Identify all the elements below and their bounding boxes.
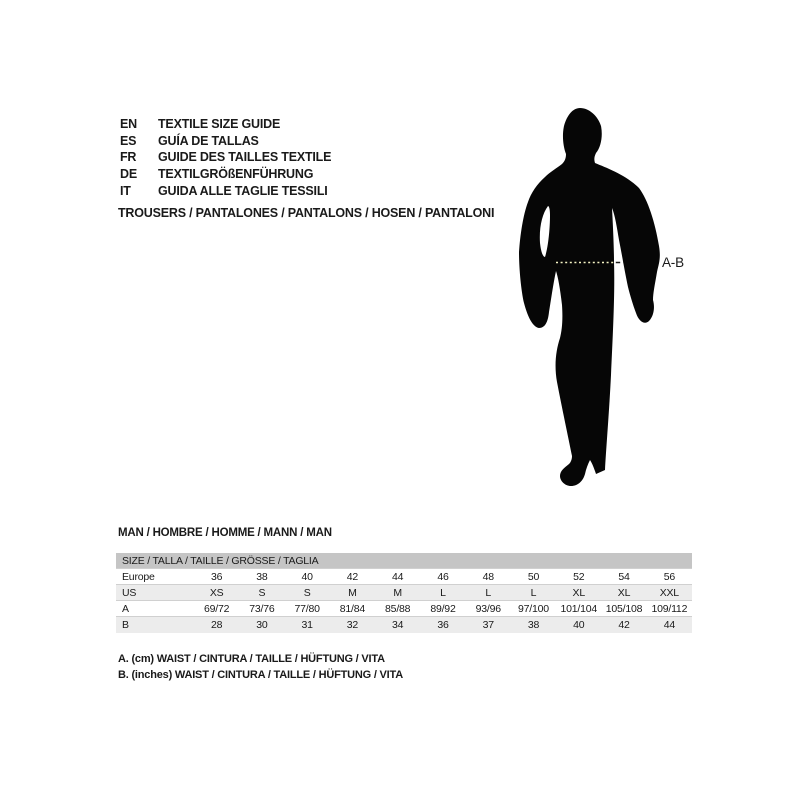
footnotes [118,652,403,684]
size-cell: 101/104 [560,602,598,615]
size-cell: 38 [527,618,540,631]
language-code: FR [120,150,137,165]
size-cell: XL [572,586,585,599]
size-cell: 34 [392,618,404,631]
language-label: TEXTILE SIZE GUIDE [158,117,281,131]
footnote-line: A. (cm) WAIST / CINTURA / TAILLE / HÜFTUNG / VITA [118,653,385,665]
size-cell: 97/100 [518,602,549,615]
size-cell: 44 [392,570,404,583]
size-cell: L [440,586,446,599]
size-cell: L [530,586,537,599]
size-cell: 105/108 [605,602,643,615]
size-cell: 77/80 [294,602,320,615]
size-row-b [116,617,692,633]
size-cell: 69/72 [203,602,230,615]
size-cell: 38 [256,570,268,583]
size-cell: 28 [210,618,223,631]
size-cell: 40 [573,618,585,631]
size-cell: 56 [663,570,675,583]
row-label: A [122,602,129,615]
size-cell: 46 [437,570,449,583]
size-cell: 109/112 [651,602,688,615]
size-table-header-row [116,553,692,569]
language-code: ES [120,133,137,148]
size-cell: 36 [437,618,449,631]
size-cell: 52 [573,570,585,583]
size-cell: XL [617,586,631,599]
language-code: DE [120,167,137,182]
size-cell: 44 [663,618,675,631]
size-cell: 48 [482,570,494,583]
size-cell: 89/92 [430,602,456,615]
size-row-us [116,585,692,601]
size-cell: 50 [527,570,540,583]
size-cell: 31 [301,618,313,631]
man-silhouette [519,108,660,486]
row-label: US [122,586,137,599]
size-table-header: SIZE / TALLA / TAILLE / GRÖSSE / TAGLIA [116,553,692,569]
size-row-a [116,601,692,617]
row-label: B [122,618,129,631]
size-cell: 30 [256,618,268,631]
size-table [116,553,692,633]
language-code: IT [120,183,131,198]
size-cell: XXL [659,586,679,599]
row-label: Europe [122,570,155,583]
size-cell: 42 [346,570,359,583]
size-cell: 85/88 [385,602,411,615]
language-label: GUIDA ALLE TAGLIE TESSILI [158,183,328,198]
size-cell: XS [209,586,224,599]
language-label: GUÍA DE TALLAS [158,133,259,148]
size-cell: 37 [482,618,494,631]
size-cell: 42 [618,618,630,631]
size-cell: M [393,586,402,599]
size-cell: 81/84 [339,602,366,615]
size-cell: 32 [346,618,359,631]
size-cell: S [303,586,311,599]
footnote-line: B. (inches) WAIST / CINTURA / TAILLE / HÜFTUNG / VITA [118,668,403,681]
size-cell: S [258,586,266,599]
size-cell: M [348,586,357,599]
language-label: GUIDE DES TAILLES TEXTILE [158,150,332,165]
size-cell: L [485,586,492,599]
size-row-europe [116,569,692,585]
gender-title: MAN / HOMBRE / HOMME / MANN / MAN [118,527,332,539]
language-label: TEXTILGRÖßENFÜHRUNG [158,167,314,182]
size-cell: 40 [301,570,313,583]
size-cell: 36 [210,570,223,583]
category-title: TROUSERS / PANTALONES / PANTALONS / HOSEN / PANTALONI [118,206,495,220]
size-cell: 93/96 [475,602,501,615]
measure-label: A-B [662,255,684,270]
size-cell: 73/76 [249,602,275,615]
language-code: EN [120,117,137,131]
size-cell: 54 [618,570,630,583]
